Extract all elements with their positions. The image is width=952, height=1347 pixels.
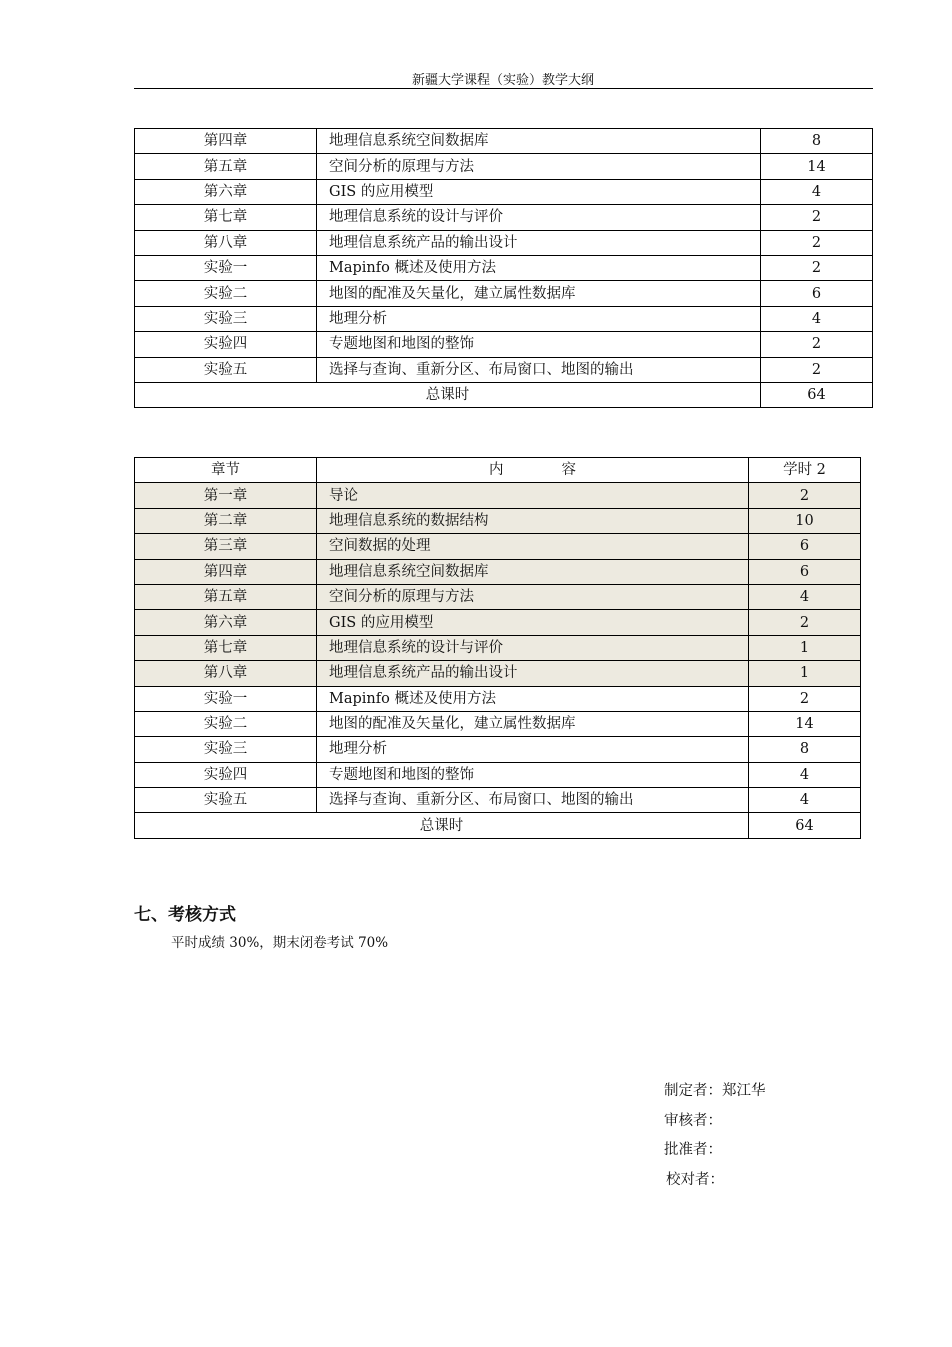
content-cell: 空间分析的原理与方法 (317, 154, 761, 179)
chapter-cell: 实验五 (135, 357, 317, 382)
content-cell: 专题地图和地图的整饰 (317, 332, 761, 357)
content-cell: Mapinfo 概述及使用方法 (317, 686, 749, 711)
chapter-cell: 实验五 (135, 788, 317, 813)
chapter-cell: 实验三 (135, 737, 317, 762)
hours-cell: 8 (761, 129, 873, 154)
content-cell: 导论 (317, 483, 749, 508)
table-row (135, 686, 861, 711)
table-row (135, 559, 861, 584)
table-row (135, 154, 873, 179)
page-header-title: 新疆大学课程（实验）教学大纲 (411, 73, 594, 88)
chapter-cell: 第八章 (135, 661, 317, 686)
chapter-cell: 第一章 (135, 483, 317, 508)
content-cell: 地理信息系统空间数据库 (317, 129, 761, 154)
table-row (135, 129, 873, 154)
table-row (135, 230, 873, 255)
chapter-cell: 实验二 (135, 281, 317, 306)
header-rule (134, 88, 873, 89)
chapter-cell: 第六章 (135, 179, 317, 204)
table-row (135, 357, 873, 382)
chapter-cell: 第四章 (135, 129, 317, 154)
hours-cell: 1 (749, 661, 861, 686)
hours-cell: 4 (761, 179, 873, 204)
table-row (135, 508, 861, 533)
table-row (135, 306, 873, 331)
chapter-cell: 实验一 (135, 686, 317, 711)
hours-table-1 (134, 128, 873, 408)
table-header-row (135, 458, 861, 483)
hours-cell: 2 (761, 205, 873, 230)
table-row (135, 179, 873, 204)
content-cell: 地图的配准及矢量化，建立属性数据库 (317, 281, 761, 306)
author-line: 制定者：郑江华 (664, 1083, 766, 1099)
chapter-cell: 第二章 (135, 508, 317, 533)
content-cell: 地理信息系统的设计与评价 (317, 635, 749, 660)
content-cell: 选择与查询、重新分区、布局窗口、地图的输出 (317, 788, 749, 813)
content-cell: 空间数据的处理 (317, 534, 749, 559)
chapter-cell: 实验四 (135, 762, 317, 787)
table-row (135, 762, 861, 787)
hours-cell: 4 (761, 306, 873, 331)
table-row (135, 483, 861, 508)
content-cell: GIS 的应用模型 (317, 179, 761, 204)
hours-cell: 2 (749, 483, 861, 508)
table-row (135, 205, 873, 230)
table-row (135, 635, 861, 660)
proofreader-line: 校对者： (666, 1171, 724, 1188)
table-row (135, 281, 873, 306)
table-row (135, 584, 861, 609)
chapter-cell: 实验一 (135, 255, 317, 280)
content-cell: 专题地图和地图的整饰 (317, 762, 749, 787)
table-row (135, 255, 873, 280)
content-header: 内 容 (317, 458, 749, 483)
table-row (135, 332, 873, 357)
hours-table-2 (134, 457, 861, 839)
content-cell: 空间分析的原理与方法 (317, 584, 749, 609)
assessment-text: 平时成绩 30%，期末闭卷考试 70% (171, 935, 389, 951)
total-row (135, 813, 861, 838)
hours-cell: 2 (749, 610, 861, 635)
content-cell: 选择与查询、重新分区、布局窗口、地图的输出 (317, 357, 761, 382)
hours-cell: 4 (749, 584, 861, 609)
hours-cell: 14 (761, 154, 873, 179)
chapter-header: 章节 (135, 458, 317, 483)
hours-cell: 6 (749, 559, 861, 584)
chapter-cell: 实验二 (135, 711, 317, 736)
hours-cell: 2 (761, 332, 873, 357)
content-cell: 地理信息系统产品的输出设计 (317, 661, 749, 686)
table-row (135, 534, 861, 559)
signature-block (664, 1080, 766, 1198)
content-cell: 地理信息系统的设计与评价 (317, 205, 761, 230)
chapter-cell: 第五章 (135, 584, 317, 609)
chapter-cell: 第六章 (135, 610, 317, 635)
hours-cell: 2 (761, 230, 873, 255)
content-cell: GIS 的应用模型 (317, 610, 749, 635)
total-row (135, 382, 873, 407)
chapter-cell: 第五章 (135, 154, 317, 179)
total-label: 总课时 (135, 382, 761, 407)
content-cell: 地理信息系统的数据结构 (317, 508, 749, 533)
content-cell: 地图的配准及矢量化，建立属性数据库 (317, 711, 749, 736)
chapter-cell: 第八章 (135, 230, 317, 255)
hours-cell: 1 (749, 635, 861, 660)
hours-cell: 2 (761, 255, 873, 280)
table-row (135, 661, 861, 686)
hours-header: 学时 2 (749, 458, 861, 483)
chapter-cell: 实验三 (135, 306, 317, 331)
content-cell: 地理分析 (317, 306, 761, 331)
content-cell: 地理信息系统产品的输出设计 (317, 230, 761, 255)
total-label: 总课时 (135, 813, 749, 838)
chapter-cell: 第七章 (135, 635, 317, 660)
hours-cell: 4 (749, 762, 861, 787)
total-hours: 64 (749, 813, 861, 838)
hours-cell: 6 (749, 534, 861, 559)
content-cell: Mapinfo 概述及使用方法 (317, 255, 761, 280)
hours-cell: 4 (749, 788, 861, 813)
chapter-cell: 实验四 (135, 332, 317, 357)
approver-line: 批准者： (664, 1142, 722, 1158)
table-row (135, 788, 861, 813)
hours-cell: 6 (761, 281, 873, 306)
chapter-cell: 第七章 (135, 205, 317, 230)
hours-cell: 2 (749, 686, 861, 711)
total-hours: 64 (761, 382, 873, 407)
hours-cell: 2 (761, 357, 873, 382)
reviewer-line: 审核者： (664, 1112, 722, 1129)
table-row (135, 711, 861, 736)
hours-cell: 8 (749, 737, 861, 762)
assessment-heading: 七、考核方式 (134, 905, 236, 925)
hours-cell: 14 (749, 711, 861, 736)
content-cell: 地理分析 (317, 737, 749, 762)
content-cell: 地理信息系统空间数据库 (317, 559, 749, 584)
table-row (135, 610, 861, 635)
chapter-cell: 第三章 (135, 534, 317, 559)
hours-cell: 10 (749, 508, 861, 533)
table-row (135, 737, 861, 762)
chapter-cell: 第四章 (135, 559, 317, 584)
